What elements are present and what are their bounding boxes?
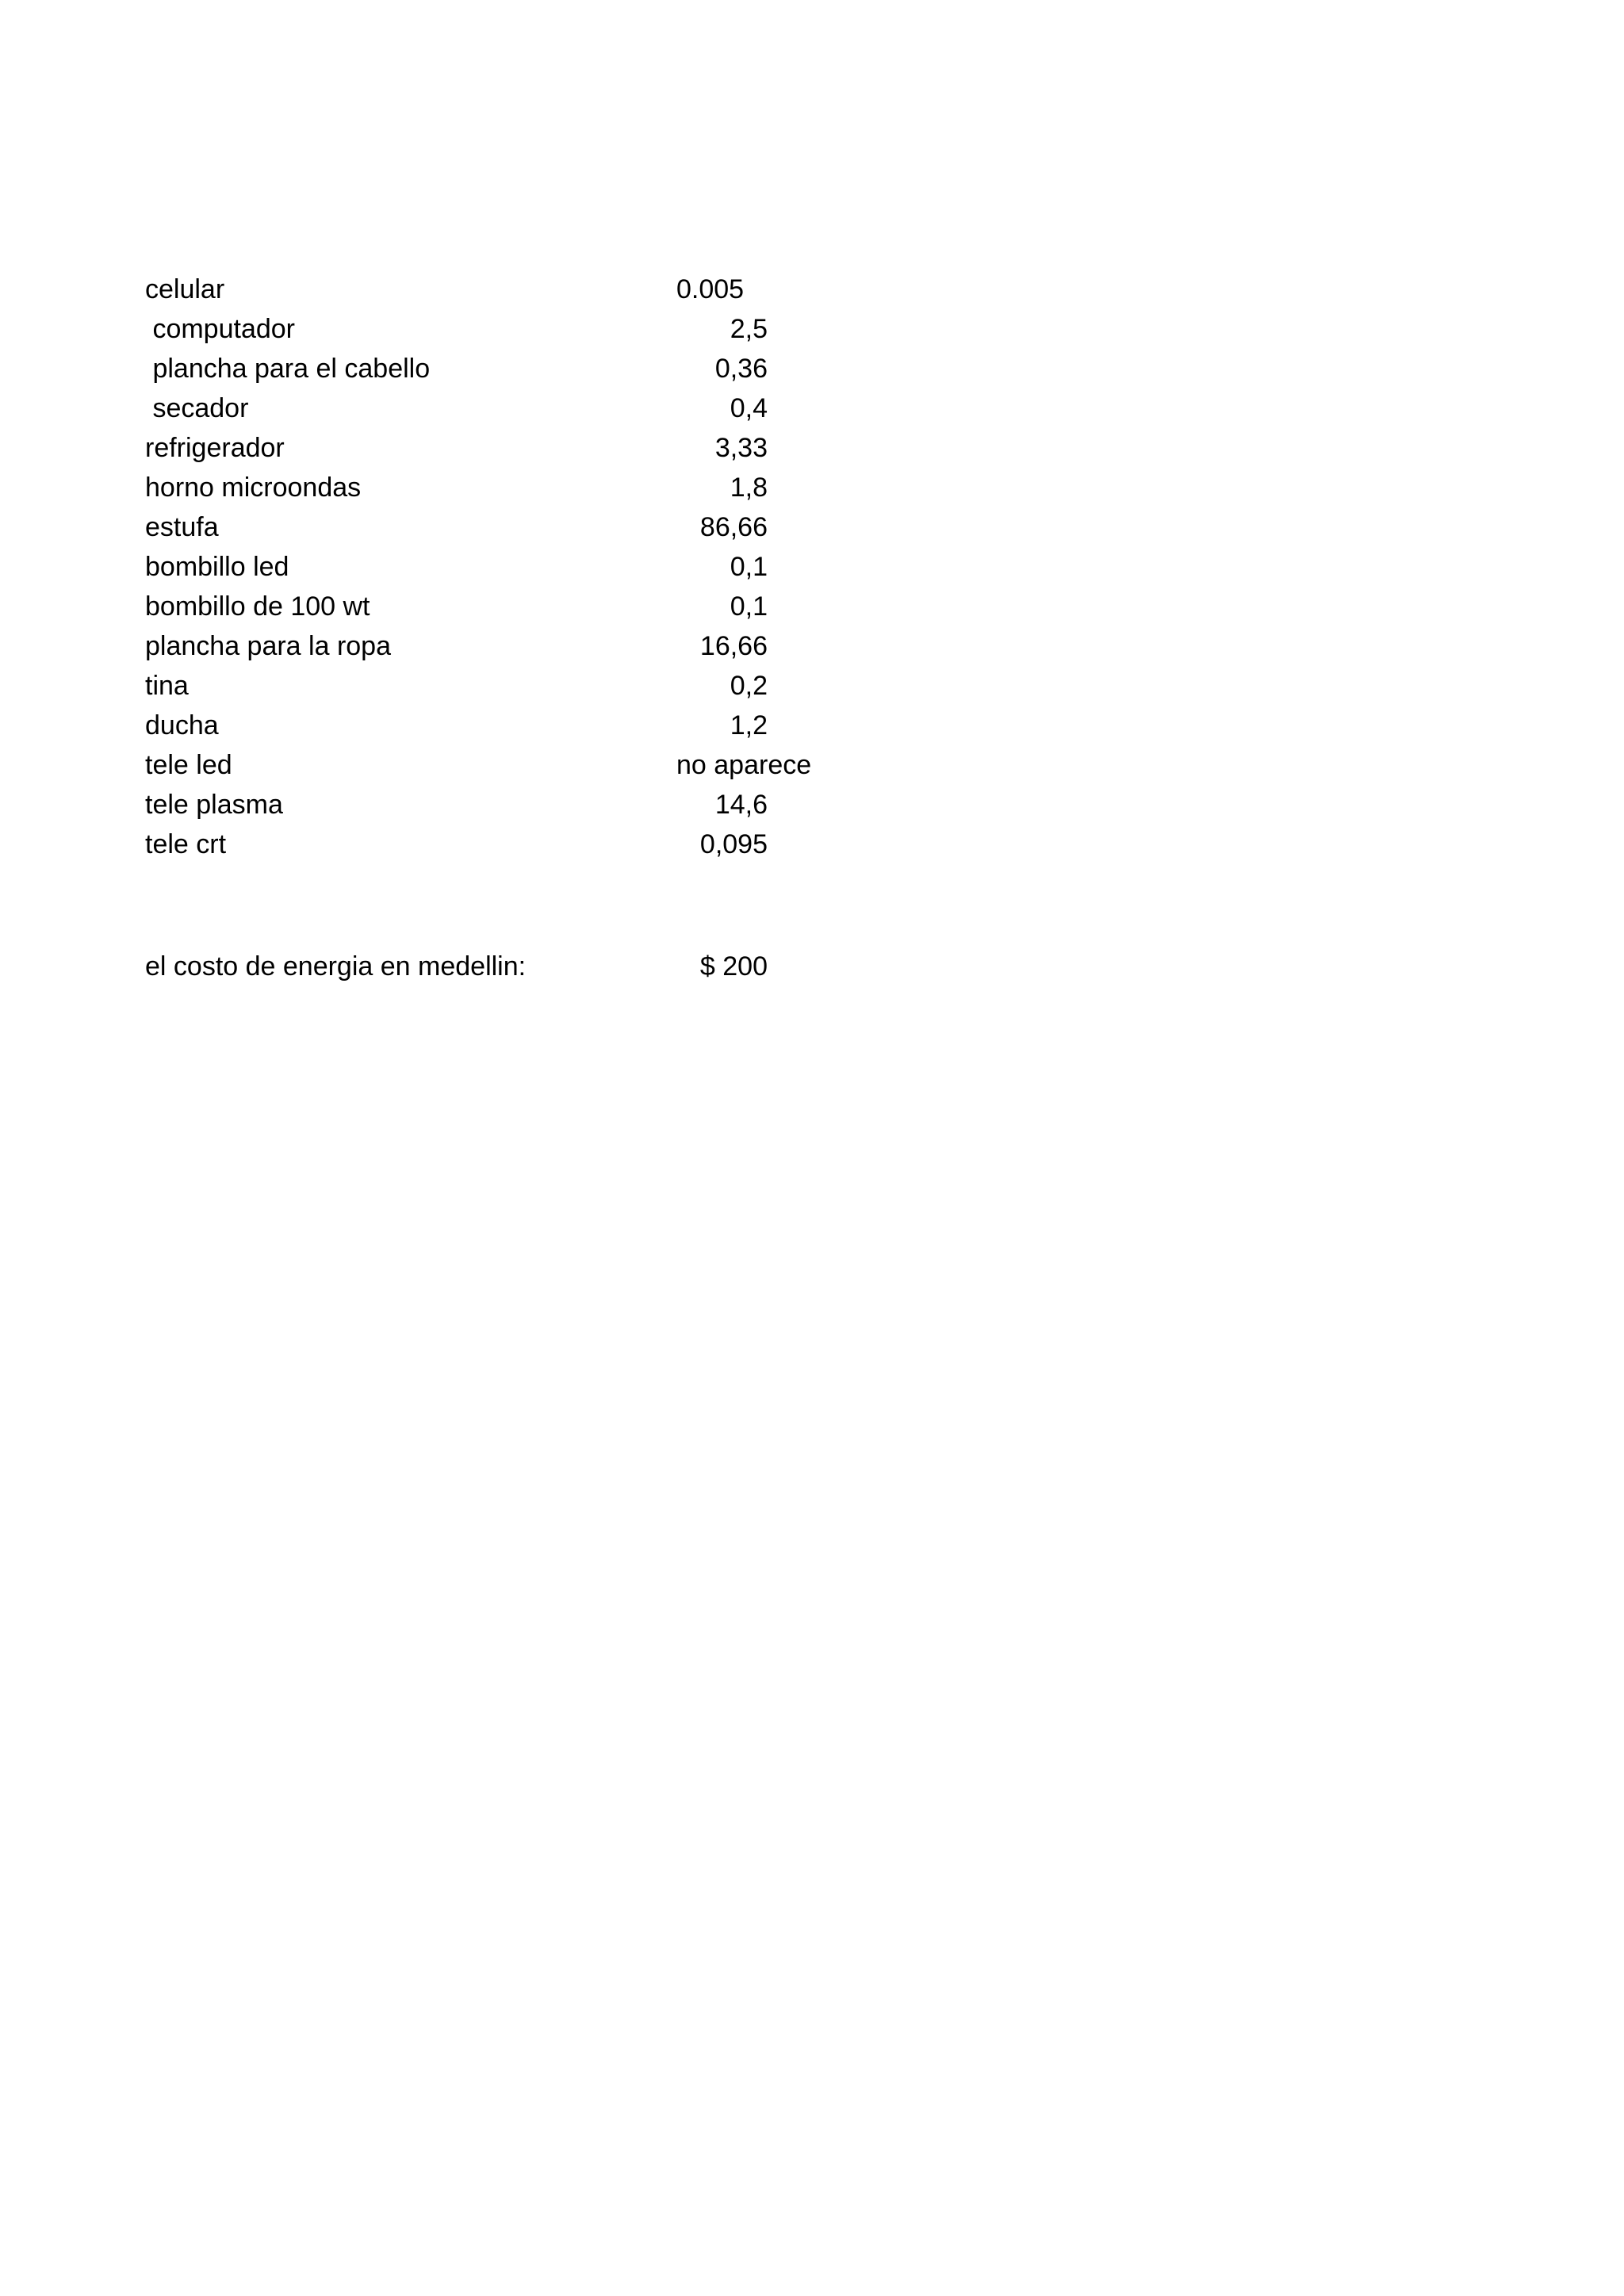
appliance-label: tina [145,671,189,701]
appliance-label: celular [145,274,225,304]
appliance-label: bombillo de 100 wt [145,591,370,622]
appliance-value: 1,2 [730,710,768,740]
appliance-value: 2,5 [730,314,768,344]
list-item [145,270,859,309]
list-item [145,388,859,428]
list-item [145,309,859,349]
list-item [145,825,859,864]
list-item [145,706,859,745]
list-item [145,428,859,468]
list-item [145,745,859,785]
energy-cost-label: el costo de energia en medellin: [145,951,527,982]
appliance-label: bombillo led [145,552,289,582]
list-item [145,785,859,825]
list-item [145,587,859,626]
appliance-value: 1,8 [730,473,768,503]
appliance-label: computador [145,314,295,344]
energy-cost-value: $ 200 [699,951,768,982]
list-item [145,468,859,507]
appliance-value: 86,66 [699,512,768,542]
appliance-label: plancha para el cabello [145,354,431,384]
appliance-value: 0,4 [730,393,768,423]
appliance-value: 0,36 [714,354,768,384]
appliance-label: tele plasma [145,790,283,820]
appliance-value: 16,66 [699,631,768,661]
list-item [145,666,859,706]
appliance-value: 0,095 [699,829,768,859]
appliance-label: ducha [145,710,219,740]
appliance-value: 0,2 [730,671,768,701]
appliance-value: 3,33 [714,433,768,463]
list-item [145,547,859,587]
appliance-value: no aparece [676,750,812,780]
appliance-label: horno microondas [145,473,362,503]
appliance-label: plancha para la ropa [145,631,392,661]
list-item [145,626,859,666]
appliance-value: 0,1 [730,552,768,582]
appliance-value: 0,1 [730,591,768,622]
appliance-label: refrigerador [145,433,285,463]
energy-cost-row [145,947,859,986]
appliance-value: 0.005 [676,274,745,304]
appliance-label: secador [145,393,249,423]
appliance-value: 14,6 [714,790,768,820]
list-item [145,349,859,388]
list-item [145,507,859,547]
appliance-label: estufa [145,512,219,542]
appliance-list [145,270,859,864]
appliance-label: tele crt [145,829,227,859]
appliance-label: tele led [145,750,232,780]
